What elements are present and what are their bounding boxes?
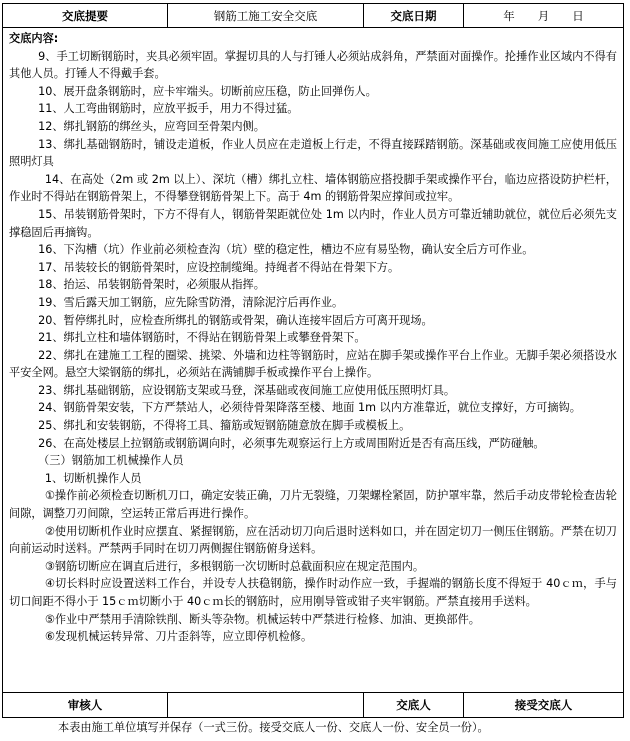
receiver-label: 接受交底人 bbox=[464, 693, 624, 718]
header-row bbox=[3, 4, 624, 28]
content-line: 17、吊装较长的钢筋骨架时，应设控制缆绳。持绳者不得站在骨架下方。 bbox=[38, 260, 400, 274]
content-line: 21、绑扎立柱和墙体钢筋时，不得站在钢筋骨架上或攀登骨架下。 bbox=[38, 331, 366, 345]
disclosure-form bbox=[2, 3, 623, 718]
content-line: ①操作前必须检查切断机刀口，确定安装正确，刀片无裂缝，刀架螺栓紧固，防护罩牢靠，然后手动皮带轮检查齿轮间隙，调整刀刃间隙，空运转正常后再进行操作。 bbox=[9, 489, 617, 521]
subsection-heading: 1、切断机操作人员 bbox=[44, 471, 142, 485]
content-line: 26、在高处楼层上拉钢筋或钢筋调向时，必须事先观察运行上方或周围附近是否有高压线，严防碰触。 bbox=[38, 436, 545, 450]
content-line: 11、人工弯曲钢筋时，应放平扳手，用力不得过猛。 bbox=[38, 102, 299, 116]
content-cell bbox=[3, 28, 624, 693]
content-line: 22、绑扎在建施工工程的圈梁、挑梁、外墙和边柱等钢筋时，应站在脚手架或操作平台上作业。无脚手架必须搭设水平安全网。悬空大梁钢筋的绑扎，必须站在满铺脚手板或操作平台上操作。 bbox=[9, 348, 617, 380]
date-label: 交底日期 bbox=[364, 4, 464, 28]
content-line: ⑤作业中严禁用手清除铁削、断头等杂物。机械运转中严禁进行检修、加油、更换部件。 bbox=[44, 612, 480, 626]
content-line: 18、抬运、吊装钢筋骨架时，必须服从指挥。 bbox=[38, 278, 265, 292]
reviewer-signature-cell bbox=[168, 693, 364, 718]
section-heading: （三）钢筋加工机械操作人员 bbox=[38, 454, 184, 468]
content-line: 12、绑扎钢筋的绑丝头，应弯回至骨架内侧。 bbox=[38, 119, 265, 133]
form-table bbox=[2, 3, 624, 718]
content-line: 24、钢筋骨架安装，下方严禁站人，必须待骨架降落至楼、地面 1m 以内方准靠近，就位支撑好，方可摘钩。 bbox=[38, 401, 581, 415]
content-line: 15、吊装钢筋骨架时，下方不得有人，钢筋骨架距就位处 1m 以内时，作业人员方可靠近辅助就位，就位后必须先支撑稳固后再摘钩。 bbox=[9, 207, 617, 239]
date-value: 年 月 日 bbox=[464, 4, 624, 28]
content-line: 10、展开盘条钢筋时，应卡牢端头。切断前应压稳，防止回弹伤人。 bbox=[38, 84, 377, 98]
content-line: 20、暂停绑扎时，应检查所绑扎的钢筋或骨架，确认连接牢固后方可离开现场。 bbox=[38, 313, 433, 327]
content-line: ④切长料时应设置送料工作台，并设专人扶稳钢筋，操作时动作应一致，手握端的钢筋长度不得短于 40ｃｍ，手与切口间距不得小于 15ｃｍ切断小于 40ｃｍ长的钢筋时，应用刚导管或钳子夹牢钢筋。严禁直接用手送料。 bbox=[9, 577, 617, 608]
content-line: ⑥发现机械运转异常、刀片歪斜等，应立即停机检修。 bbox=[44, 630, 313, 644]
disclosure-content bbox=[3, 28, 623, 646]
content-line: 14、在高处（2m 或 2m 以上）、深坑（槽）绑扎立柱、墙体钢筋应搭投脚手架或操作平台，临边应搭设防护栏杆，作业时不得站在钢筋骨架上，不得攀登钢筋骨架上下。高于 4m 的钢筋骨架应撑间或拉牢。 bbox=[9, 172, 617, 204]
form-note: 本表由施工单位填写并保存（一式三份。接受交底人一份、交底人一份、安全员一份）。 bbox=[58, 721, 489, 734]
topic-value: 钢筋工施工安全交底 bbox=[168, 4, 364, 28]
footer-row bbox=[3, 693, 624, 718]
content-line: ②使用切断机作业时应摆直、紧握钢筋，应在活动切刀向后退时送料如口，并在固定切刀一侧压住钢筋。严禁在切刀向前运动时送料。严禁两手同时在切刀两侧握住钢筋俯身送料。 bbox=[9, 524, 617, 556]
reviewer-label: 审核人 bbox=[3, 693, 168, 718]
topic-label: 交底提要 bbox=[3, 4, 168, 28]
content-line: 19、雪后露天加工钢筋，应先除雪防滑，清除泥泞后再作业。 bbox=[38, 295, 344, 309]
content-line: 25、绑扎和安装钢筋，不得将工具、籀筋或短钢筋随意放在脚手或模板上。 bbox=[38, 419, 411, 433]
content-line: 23、绑扎基础钢筋，应设钢筋支架或马登，深基础或夜间施工应使用低压照明灯具。 bbox=[38, 383, 456, 397]
content-line: 16、下沟槽（坑）作业前必须检查沟（坑）壁的稳定性，槽边不应有易坠物，确认安全后方可作业。 bbox=[38, 243, 534, 257]
discloser-label: 交底人 bbox=[364, 693, 464, 718]
content-line: ③钢筋切断应在调直后进行，多根钢筋一次切断时总截面积应在规定范围内。 bbox=[44, 559, 425, 573]
content-line: 13、绑扎基础钢筋时，铺设走道板，作业人员应在走道板上行走，不得直接踩踏钢筋。深基础或夜间施工应使用低压照明灯具 bbox=[9, 137, 617, 169]
content-line: 9、手工切断钢筋时，夹具必须牢固。掌握切具的人与打锤人必须站成斜角，严禁面对面操作。抡捶作业区域内不得有其他人员。打锤人不得戴手套。 bbox=[9, 49, 617, 81]
content-title: 交底内容: bbox=[9, 32, 59, 45]
